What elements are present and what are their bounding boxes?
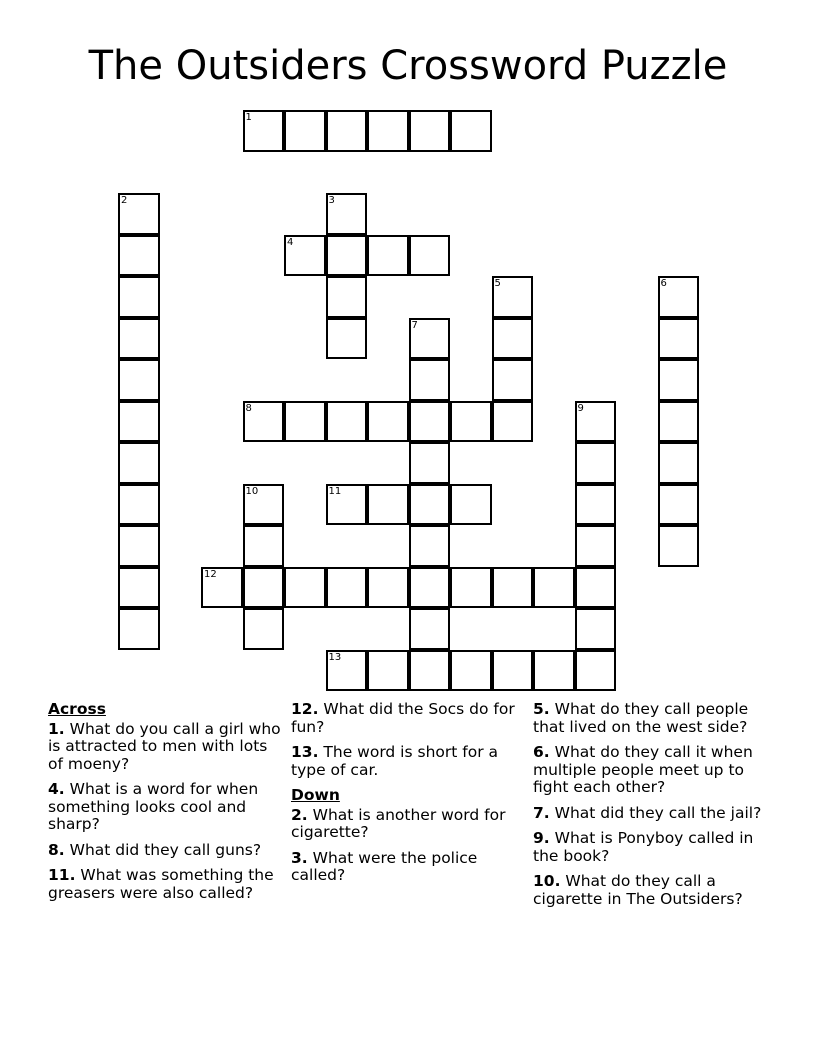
clue-number-label: 13: [328, 651, 342, 663]
grid-cell[interactable]: [367, 401, 409, 443]
grid-cell[interactable]: [450, 650, 492, 692]
clue-number-label: 9: [577, 402, 584, 414]
clue-number: 5.: [533, 700, 550, 718]
clue-text: What is a word for when something looks cool and sharp?: [48, 780, 259, 833]
grid-cell[interactable]: [367, 567, 409, 609]
clue-text: What is another word for cigarette?: [291, 805, 506, 841]
grid-cell[interactable]: [658, 401, 700, 443]
grid-cell[interactable]: [326, 401, 368, 443]
clue-across-8: [48, 842, 284, 860]
grid-cell[interactable]: [118, 442, 160, 484]
grid-cell[interactable]: [658, 318, 700, 360]
clue-number: 9.: [533, 829, 550, 847]
grid-cell[interactable]: [118, 484, 160, 526]
grid-cell[interactable]: [284, 110, 326, 152]
grid-cell[interactable]: [326, 110, 368, 152]
grid-cell[interactable]: [326, 276, 368, 318]
clue-number-label: 4: [287, 236, 294, 248]
clue-text: What do they call it when multiple people meet up to fight each other?: [533, 743, 753, 796]
clue-number-label: 5: [494, 278, 501, 289]
grid-cell[interactable]: [575, 525, 617, 567]
clue-across-4: [48, 781, 284, 834]
grid-cell[interactable]: [450, 401, 492, 443]
grid-cell[interactable]: [326, 650, 368, 692]
clue-number: 12.: [291, 700, 319, 718]
grid-cell[interactable]: [575, 567, 617, 609]
clue-text: The word is short for a type of car.: [291, 743, 498, 779]
grid-cell[interactable]: [201, 567, 243, 609]
clue-text: What did the Socs do for fun?: [291, 700, 515, 736]
grid-cell[interactable]: [118, 525, 160, 567]
clue-number-label: 7: [411, 319, 418, 331]
grid-cell[interactable]: [409, 359, 451, 401]
grid-cell[interactable]: [492, 650, 534, 692]
grid-cell[interactable]: [243, 525, 285, 567]
page-title: The Outsiders Crossword Puzzle: [88, 43, 728, 89]
grid-cell[interactable]: [450, 110, 492, 152]
clue-text: What do they call people that lived on the west side?: [533, 700, 749, 736]
grid-cell[interactable]: [575, 484, 617, 526]
clue-number-label: 6: [660, 278, 667, 289]
clue-across-1: [48, 721, 284, 774]
clue-number: 7.: [533, 803, 550, 822]
clue-number: 3.: [291, 848, 308, 867]
grid-cell[interactable]: [450, 567, 492, 609]
clue-number: 6.: [533, 743, 550, 761]
grid-cell[interactable]: [367, 110, 409, 152]
clue-text: What is Ponyboy called in the book?: [533, 829, 754, 865]
grid-cell[interactable]: [658, 276, 700, 318]
clue-number: 2.: [291, 805, 308, 824]
grid-cell[interactable]: [284, 235, 326, 277]
grid-cell[interactable]: [284, 567, 326, 609]
grid-cell[interactable]: [409, 401, 451, 443]
clues-column-3: [533, 701, 769, 916]
grid-cell[interactable]: [450, 484, 492, 526]
grid-cell[interactable]: [658, 359, 700, 401]
clue-text: What was something the greasers were also called?: [48, 866, 274, 902]
clue-across-13: [291, 744, 527, 779]
clue-across-12: [291, 701, 527, 736]
grid-cell[interactable]: [658, 442, 700, 484]
grid-cell[interactable]: [533, 650, 575, 692]
grid-cell[interactable]: [409, 567, 451, 609]
clue-down-6: [533, 744, 769, 797]
clues-column-1: [48, 701, 284, 910]
grid-cell[interactable]: [243, 608, 285, 650]
clue-text: What do you call a girl who is attracted to men with lots of moeny?: [48, 719, 281, 773]
grid-cell[interactable]: [492, 276, 534, 318]
grid-cell[interactable]: [118, 401, 160, 443]
grid-cell[interactable]: [284, 401, 326, 443]
clue-text: What were the police called?: [291, 848, 478, 884]
grid-cell[interactable]: [492, 567, 534, 609]
clue-across-11: [48, 867, 284, 902]
clue-number-label: 2: [121, 195, 128, 206]
clue-number: 10.: [533, 872, 561, 890]
clue-down-3: [291, 850, 527, 885]
grid-cell[interactable]: [409, 235, 451, 277]
grid-cell[interactable]: [492, 318, 534, 360]
down-heading: Down: [291, 786, 340, 804]
clue-text: What do they call a cigarette in The Outsiders?: [533, 872, 743, 908]
grid-cell[interactable]: [367, 650, 409, 692]
clues-column-2: [291, 701, 527, 893]
grid-cell[interactable]: [409, 484, 451, 526]
grid-cell[interactable]: [243, 567, 285, 609]
clue-text: What did they call guns?: [69, 840, 262, 859]
clue-number-label: 11: [328, 485, 342, 497]
grid-cell[interactable]: [409, 442, 451, 484]
grid-cell[interactable]: [243, 401, 285, 443]
clue-number-label: 8: [245, 402, 252, 414]
clue-number-label: 12: [204, 568, 217, 580]
clue-number: 4.: [48, 780, 65, 798]
grid-cell[interactable]: [533, 567, 575, 609]
grid-cell[interactable]: [243, 484, 285, 526]
grid-cell[interactable]: [118, 359, 160, 401]
grid-cell[interactable]: [326, 318, 368, 360]
clue-number: 1.: [48, 719, 65, 738]
grid-cell[interactable]: [575, 650, 617, 692]
grid-cell[interactable]: [326, 484, 368, 526]
grid-cell[interactable]: [575, 608, 617, 650]
grid-cell[interactable]: [243, 110, 285, 152]
grid-cell[interactable]: [409, 525, 451, 567]
grid-cell[interactable]: [492, 359, 534, 401]
clue-number: 13.: [291, 743, 319, 761]
grid-cell[interactable]: [118, 318, 160, 360]
grid-cell[interactable]: [658, 484, 700, 526]
grid-cell[interactable]: [367, 235, 409, 277]
grid-cell[interactable]: [326, 235, 368, 277]
grid-cell[interactable]: [118, 567, 160, 609]
clue-down-9: [533, 830, 769, 865]
grid-cell[interactable]: [118, 235, 160, 277]
grid-cell[interactable]: [409, 318, 451, 360]
clue-text: What did they call the jail?: [554, 803, 762, 822]
across-heading: Across: [48, 700, 106, 718]
clue-down-5: [533, 701, 769, 736]
grid-cell[interactable]: [409, 110, 451, 152]
grid-cell[interactable]: [118, 608, 160, 650]
clue-number: 8.: [48, 840, 65, 859]
clue-number: 11.: [48, 866, 76, 884]
grid-cell[interactable]: [326, 567, 368, 609]
grid-cell[interactable]: [367, 484, 409, 526]
grid-cell[interactable]: [409, 650, 451, 692]
clue-number-label: 1: [245, 112, 252, 123]
grid-cell[interactable]: [575, 401, 617, 443]
clue-down-2: [291, 807, 527, 842]
grid-cell[interactable]: [409, 608, 451, 650]
clue-number-label: 10: [245, 485, 259, 497]
clue-down-10: [533, 873, 769, 908]
grid-cell[interactable]: [658, 525, 700, 567]
grid-cell[interactable]: [118, 276, 160, 318]
grid-cell[interactable]: [575, 442, 617, 484]
clue-down-7: [533, 805, 769, 823]
clue-number-label: 3: [328, 195, 335, 206]
grid-cell[interactable]: [118, 193, 160, 235]
grid-cell[interactable]: [326, 193, 368, 235]
grid-cell[interactable]: [492, 401, 534, 443]
